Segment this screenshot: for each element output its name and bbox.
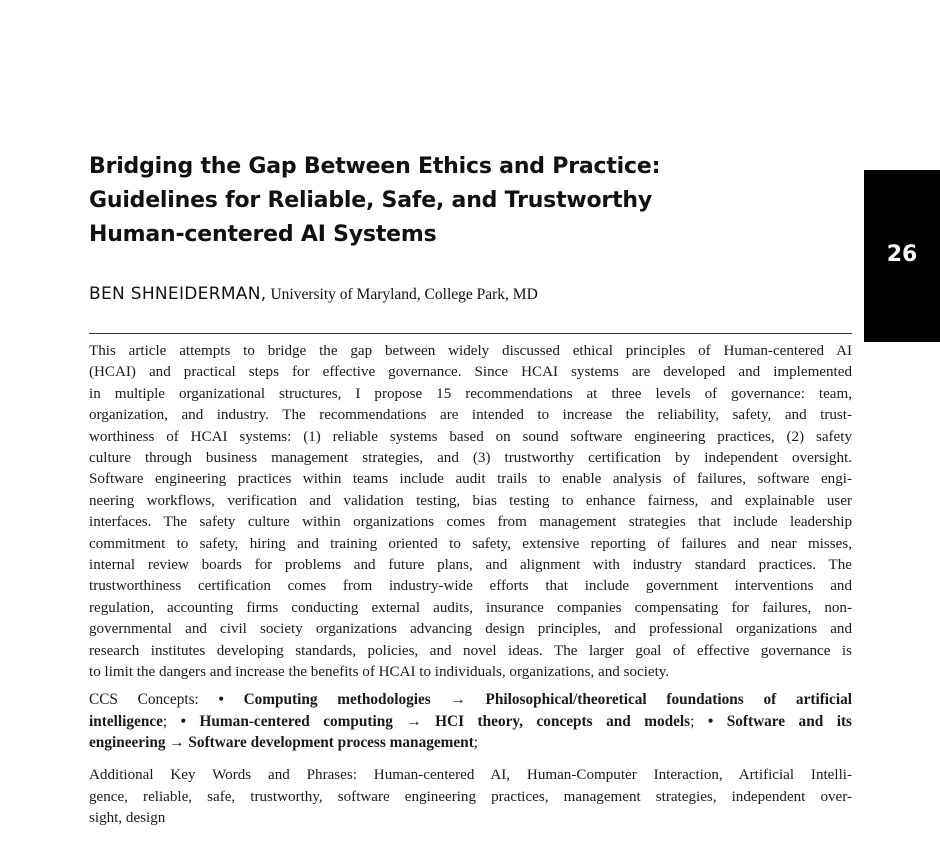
abstract-line: This article attempts to bridge the gap between widely discussed ethical principles of Human-centered AI — [89, 343, 852, 359]
abstract-line: research institutes developing standards, policies, and novel ideas. The larger goal of effective governance is — [89, 642, 852, 659]
ccs-line — [89, 711, 852, 733]
title-line: Bridging the Gap Between Ethics and Practice: — [89, 154, 661, 179]
ccs-separator: ; — [690, 712, 708, 730]
keywords — [89, 765, 852, 830]
ccs-concept: • Computing methodologies → Philosophical/theoretical foundations of artificial — [218, 691, 852, 708]
ccs-line — [89, 689, 852, 711]
divider — [89, 333, 852, 334]
keywords-line: sight, design — [89, 810, 166, 826]
abstract-line: to limit the dangers and increase the benefits of HCAI to individuals, organizations, and society. — [89, 664, 670, 681]
page-number: 26 — [886, 242, 918, 267]
ccs-label: CCS Concepts: — [89, 691, 219, 708]
abstract-line: (HCAI) and practical steps for effective governance. Since HCAI systems are developed and implemented — [89, 364, 852, 381]
page-number-tab — [864, 170, 940, 342]
abstract-line: trustworthiness certification comes from industry-wide efforts that include government interventions and — [89, 578, 852, 595]
abstract-line: organization, and industry. The recommendations are intended to increase the reliability, safety, and trust- — [89, 407, 852, 424]
ccs-concept: • Human-centered computing → HCI theory, concepts and models — [180, 712, 691, 730]
abstract-line: interfaces. The safety culture within organizations comes from management strategies that include leadership — [89, 514, 852, 531]
article-title — [89, 150, 789, 252]
ccs-separator: ; — [162, 712, 181, 730]
abstract-line: regulation, accounting firms conducting external audits, insurance companies compensating for failures, non- — [89, 599, 852, 616]
abstract — [89, 341, 852, 684]
abstract-line: neering workflows, verification and validation testing, bias testing to enhance fairness, and explainable user — [89, 492, 852, 509]
ccs-concept: • Software and its — [707, 712, 853, 730]
abstract-line: in multiple organizational structures, I propose 15 recommendations at three levels of governance: team, — [89, 385, 852, 402]
author-line — [89, 284, 538, 304]
ccs-concept: intelligence — [89, 712, 163, 730]
abstract-line: internal review boards for problems and future plans, and alignment with industry standard practices. The — [89, 557, 852, 574]
abstract-line: commitment to safety, hiring and training oriented to safety, extensive reporting of failures and near misses, — [89, 535, 852, 552]
abstract-line: worthiness of HCAI systems: (1) reliable systems based on sound software engineering practices, (2) safety — [89, 428, 852, 445]
author-affiliation: University of Maryland, College Park, MD — [270, 286, 538, 303]
abstract-line: Software engineering practices within teams include audit trails to enable analysis of failures, software engi- — [89, 471, 852, 488]
keywords-line: gence, reliable, safe, trustworthy, software engineering practices, management strategies, independent over- — [89, 788, 852, 805]
author-name: BEN SHNEIDERMAN, — [89, 284, 267, 304]
abstract-line: governmental and civil society organizations advancing design principles, and professional organizations and — [89, 621, 852, 638]
abstract-line: culture through business management strategies, and (3) trustworthy certification by independent oversight. — [89, 450, 852, 467]
title-line: Human-centered AI Systems — [89, 222, 437, 247]
ccs-concepts — [89, 689, 852, 754]
title-line: Guidelines for Reliable, Safe, and Trustworthy — [89, 188, 652, 213]
ccs-concept: engineering → Software development process management — [89, 734, 474, 751]
ccs-line — [89, 732, 852, 754]
ccs-separator: ; — [473, 734, 479, 751]
keywords-line: Additional Key Words and Phrases: Human-centered AI, Human-Computer Interaction, Artificial Intelli- — [89, 767, 852, 783]
